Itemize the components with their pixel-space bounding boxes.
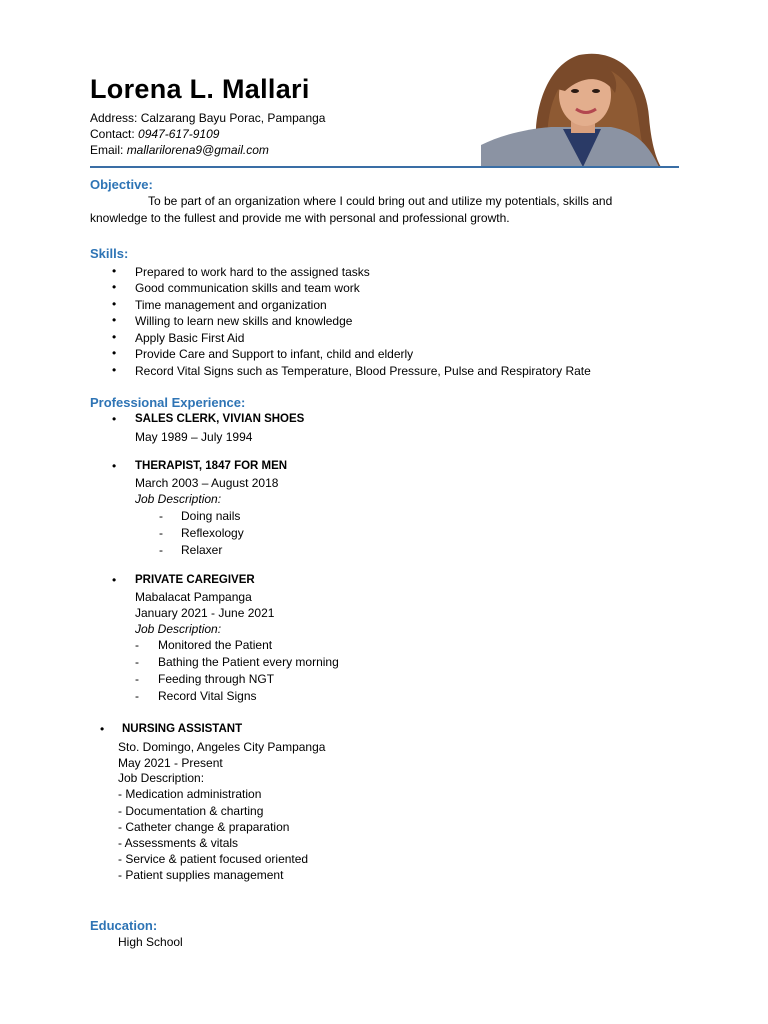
- task-dash: -: [159, 509, 163, 523]
- task-item: - Documentation & charting: [118, 804, 264, 818]
- task-item: Doing nails: [181, 509, 241, 523]
- job-title: PRIVATE CAREGIVER: [135, 574, 255, 586]
- skills-heading: Skills:: [90, 246, 129, 261]
- job-dates: January 2021 - June 2021: [135, 606, 275, 620]
- contact-line: [90, 127, 219, 141]
- skill-item: Record Vital Signs such as Temperature, Blood Pressure, Pulse and Respiratory Rate: [135, 364, 591, 378]
- objective-heading: Objective:: [90, 177, 153, 192]
- bullet: •: [112, 459, 117, 473]
- job-title: SALES CLERK, VIVIAN SHOES: [135, 413, 305, 425]
- skill-item: Willing to learn new skills and knowledge: [135, 314, 353, 328]
- job-description-label: Job Description:: [135, 492, 222, 506]
- header-divider: [90, 166, 679, 168]
- task-item: - Catheter change & praparation: [118, 820, 290, 834]
- job-location: Sto. Domingo, Angeles City Pampanga: [118, 740, 326, 754]
- task-item: Relaxer: [181, 543, 223, 557]
- task-item: - Assessments & vitals: [118, 836, 239, 850]
- job-title: THERAPIST, 1847 FOR MEN: [135, 460, 288, 472]
- skill-item: Apply Basic First Aid: [135, 331, 245, 345]
- profile-photo: [481, 47, 678, 167]
- portrait-illustration: [481, 47, 678, 167]
- task-item: Reflexology: [181, 526, 244, 540]
- task-item: - Patient supplies management: [118, 868, 284, 882]
- job-dates: March 2003 – August 2018: [135, 476, 279, 490]
- objective-line-1: To be part of an organization where I could bring out and utilize my potentials, skills and: [148, 194, 613, 208]
- skill-item: Prepared to work hard to the assigned tasks: [135, 265, 370, 279]
- bullet: •: [112, 363, 117, 377]
- task-dash: -: [159, 543, 163, 557]
- task-item: - Medication administration: [118, 787, 262, 801]
- task-dash: -: [135, 638, 139, 652]
- address-line: [90, 111, 325, 125]
- bullet: •: [112, 412, 117, 426]
- task-item: Record Vital Signs: [158, 689, 257, 703]
- objective-line-2: knowledge to the fullest and provide me with personal and professional growth.: [90, 211, 510, 225]
- bullet: •: [112, 297, 117, 311]
- experience-heading: Professional Experience:: [90, 395, 246, 410]
- bullet: •: [100, 722, 105, 736]
- task-item: Monitored the Patient: [158, 638, 273, 652]
- job-description-label: Job Description:: [118, 771, 205, 785]
- task-dash: -: [135, 672, 139, 686]
- bullet: •: [112, 280, 117, 294]
- objective-text: [90, 193, 690, 227]
- task-dash: -: [159, 526, 163, 540]
- task-item: Bathing the Patient every morning: [158, 655, 339, 669]
- email-label: Email:: [90, 143, 124, 157]
- job-dates: May 2021 - Present: [118, 756, 223, 770]
- job-location: Mabalacat Pampanga: [135, 590, 252, 604]
- task-item: Feeding through NGT: [158, 672, 275, 686]
- task-dash: -: [135, 689, 139, 703]
- job-title: NURSING ASSISTANT: [122, 723, 243, 735]
- bullet: •: [112, 573, 117, 587]
- contact-label: Contact:: [90, 127, 135, 141]
- education-level: High School: [118, 935, 183, 949]
- skill-item: Good communication skills and team work: [135, 281, 360, 295]
- task-dash: -: [135, 655, 139, 669]
- bullet: •: [112, 346, 117, 360]
- education-heading: Education:: [90, 918, 158, 933]
- email-value: mallarilorena9@gmail.com: [126, 143, 269, 157]
- skill-item: Time management and organization: [135, 298, 327, 312]
- address-value: Calzarang Bayu Porac, Pampanga: [140, 111, 326, 125]
- task-item: - Service & patient focused oriented: [118, 852, 309, 866]
- job-dates: May 1989 – July 1994: [135, 430, 253, 444]
- skill-item: Provide Care and Support to infant, child and elderly: [135, 347, 414, 361]
- bullet: •: [112, 330, 117, 344]
- bullet: •: [112, 264, 117, 278]
- contact-value: 0947-617-9109: [138, 127, 220, 141]
- job-description-label: Job Description:: [135, 622, 222, 636]
- address-label: Address:: [90, 111, 138, 125]
- candidate-name: Lorena L. Mallari: [90, 74, 310, 104]
- email-line: [90, 143, 269, 157]
- bullet: •: [112, 313, 117, 327]
